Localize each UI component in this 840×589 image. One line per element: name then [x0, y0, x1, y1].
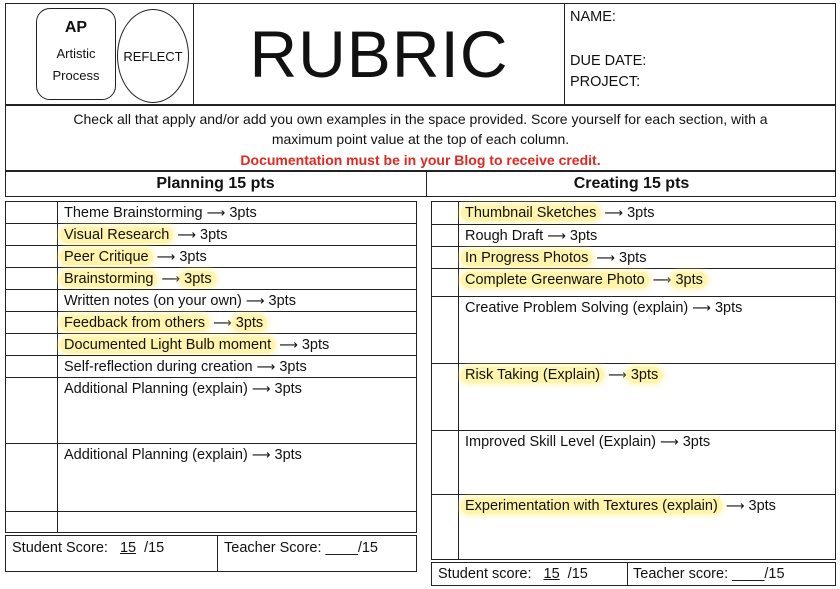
arrow-right-icon: ⟶ [213, 315, 232, 330]
creating-item-label: Rough Draft [465, 228, 544, 244]
creating-row-divider [431, 363, 836, 364]
creating-row-divider [431, 268, 836, 269]
planning-row-divider [5, 223, 417, 224]
planning-item-points: 3pts [229, 205, 257, 221]
creating-item-label: Risk Taking (Explain) [461, 367, 604, 383]
planning-item-points: 3pts [301, 337, 330, 353]
arrow-right-icon: ⟶ [725, 498, 745, 513]
planning-item-row [64, 292, 296, 310]
planning-teacher-score-blank: ____ [325, 540, 358, 556]
planning-checkbox-cell[interactable] [5, 333, 57, 355]
planning-item-row [64, 270, 216, 288]
arrow-right-icon: ⟶ [596, 250, 615, 265]
planning-row-divider [5, 377, 417, 378]
project-label: PROJECT: [570, 74, 641, 90]
arrow-right-icon: ⟶ [245, 293, 265, 308]
arrow-right-icon: ⟶ [206, 205, 226, 220]
creating-check-column-divider [458, 201, 459, 560]
arrow-right-icon: ⟶ [256, 359, 276, 374]
planning-row-divider [5, 443, 417, 444]
arrow-right-icon: ⟶ [251, 447, 271, 462]
planning-item-label: Additional Planning (explain) [64, 381, 248, 397]
arrow-right-icon: ⟶ [161, 271, 181, 286]
planning-row-divider [5, 289, 417, 290]
planning-item-label: Feedback from others [60, 315, 209, 331]
planning-item-label: Brainstorming [60, 271, 157, 287]
creating-checkbox-cell[interactable] [431, 430, 458, 494]
creating-score-divider [627, 562, 628, 586]
planning-student-score-value: 15 [119, 540, 137, 556]
planning-checkbox-cell[interactable] [5, 223, 57, 245]
planning-checkbox-cell[interactable] [5, 201, 57, 223]
reflect-label: REFLECT [123, 49, 183, 64]
planning-checkbox-cell[interactable] [5, 311, 57, 333]
creating-checkbox-cell[interactable] [431, 494, 458, 560]
planning-score-divider [217, 535, 218, 572]
creating-student-score-max: /15 [567, 566, 588, 582]
creating-item-label: Creative Problem Solving (explain) [465, 300, 689, 316]
planning-item-row [64, 358, 307, 376]
creating-item-row [465, 227, 597, 245]
planning-item-row [64, 204, 257, 222]
planning-teacher-score [224, 539, 378, 557]
planning-item-points: 3pts [232, 315, 267, 331]
planning-item-label: Additional Planning (explain) [64, 447, 248, 463]
creating-item-row [465, 433, 710, 451]
planning-heading: Planning 15 pts [156, 175, 275, 192]
arrow-right-icon: ⟶ [608, 367, 627, 382]
instructions-warning: Documentation must be in your Blog to receive credit. [240, 152, 601, 168]
planning-item-row [64, 248, 207, 266]
creating-teacher-score [633, 565, 785, 583]
due-date-label: DUE DATE: [570, 53, 647, 69]
creating-checkbox-cell[interactable] [431, 363, 458, 430]
ap-sub2: Process [52, 68, 100, 83]
planning-item-label: Written notes (on your own) [64, 293, 242, 309]
planning-item-row [64, 314, 267, 332]
planning-teacher-score-label: Teacher Score: [224, 540, 322, 556]
arrow-right-icon: ⟶ [279, 337, 298, 352]
planning-student-score [12, 539, 164, 557]
planning-item-points: 3pts [180, 271, 215, 287]
planning-row-divider [5, 245, 417, 246]
planning-item-label: Documented Light Bulb moment [60, 337, 275, 353]
ap-sub1: Artistic [56, 46, 96, 61]
creating-item-label: Complete Greenware Photo [461, 272, 649, 288]
planning-item-points: 3pts [274, 447, 302, 463]
creating-teacher-score-max: /15 [764, 566, 785, 582]
name-label: NAME: [570, 9, 616, 25]
creating-item-row [465, 366, 662, 384]
creating-checkbox-cell[interactable] [431, 296, 458, 363]
header-divider-right [564, 3, 565, 105]
planning-checkbox-cell[interactable] [5, 511, 57, 533]
planning-item-label: Visual Research [60, 227, 173, 243]
instructions-line1: Check all that apply and/or add you own examples in the space provided. Score yourself for each section, with a [73, 111, 768, 127]
planning-row-divider [5, 511, 417, 512]
creating-student-score [438, 565, 588, 583]
creating-item-row [465, 299, 742, 317]
creating-item-row [465, 204, 655, 222]
creating-item-points: 3pts [748, 498, 776, 514]
creating-row-divider [431, 224, 836, 225]
planning-item-label: Peer Critique [60, 249, 153, 265]
creating-item-points: 3pts [627, 205, 655, 221]
planning-item-label: Theme Brainstorming [64, 205, 203, 221]
creating-checkbox-cell[interactable] [431, 224, 458, 246]
ap-label: AP [64, 19, 88, 36]
planning-teacher-score-max: /15 [357, 540, 378, 556]
creating-row-divider [431, 296, 836, 297]
planning-row-divider [5, 355, 417, 356]
planning-row-divider [5, 333, 417, 334]
planning-checkbox-cell[interactable] [5, 245, 57, 267]
planning-student-score-label: Student Score: [12, 540, 108, 556]
creating-item-points: 3pts [569, 228, 598, 244]
page-title: RUBRIC [249, 17, 509, 91]
creating-checkbox-cell[interactable] [431, 246, 458, 268]
planning-row-divider [5, 311, 417, 312]
arrow-right-icon: ⟶ [547, 228, 566, 243]
arrow-right-icon: ⟶ [156, 249, 176, 264]
creating-student-score-label: Student score: [438, 566, 532, 582]
creating-item-points: 3pts [671, 272, 706, 288]
creating-item-label: Improved Skill Level (Explain) [465, 434, 656, 450]
planning-student-score-max: /15 [144, 540, 165, 556]
planning-checkbox-cell[interactable] [5, 355, 57, 377]
creating-item-label: In Progress Photos [461, 250, 592, 266]
arrow-right-icon: ⟶ [652, 272, 672, 287]
creating-teacher-score-blank: ____ [732, 566, 765, 582]
planning-item-points: 3pts [200, 227, 228, 243]
planning-row-divider [5, 267, 417, 268]
planning-item-row [64, 380, 302, 398]
creating-item-label: Thumbnail Sketches [461, 205, 600, 221]
planning-checkbox-cell[interactable] [5, 377, 57, 443]
creating-row-divider [431, 494, 836, 495]
creating-teacher-score-label: Teacher score: [633, 566, 729, 582]
arrow-right-icon: ⟶ [660, 434, 679, 449]
arrow-right-icon: ⟶ [692, 300, 711, 315]
creating-heading: Creating 15 pts [573, 175, 690, 192]
planning-item-points: 3pts [274, 381, 302, 397]
planning-item-label: Self-reflection during creation [64, 359, 253, 375]
creating-item-points: 3pts [619, 250, 647, 266]
planning-item-row [64, 226, 227, 244]
arrow-right-icon: ⟶ [251, 381, 271, 396]
planning-checkbox-cell[interactable] [5, 443, 57, 511]
planning-checkbox-cell[interactable] [5, 267, 57, 289]
creating-item-points: 3pts [627, 367, 662, 383]
planning-checkbox-cell[interactable] [5, 289, 57, 311]
creating-row-divider [431, 430, 836, 431]
planning-item-points: 3pts [279, 359, 307, 375]
planning-item-points: 3pts [179, 249, 207, 265]
planning-item-row [64, 336, 329, 354]
creating-item-row [465, 271, 707, 289]
creating-student-score-value: 15 [543, 566, 560, 582]
creating-row-divider [431, 246, 836, 247]
arrow-right-icon: ⟶ [177, 227, 196, 242]
creating-checkbox-cell[interactable] [431, 268, 458, 296]
creating-item-points: 3pts [682, 434, 711, 450]
planning-check-column-divider [57, 201, 58, 533]
creating-checkbox-cell[interactable] [431, 201, 458, 224]
arrow-right-icon: ⟶ [604, 205, 624, 220]
planning-item-row [64, 446, 302, 464]
planning-item-points: 3pts [268, 293, 296, 309]
creating-item-label: Experimentation with Textures (explain) [461, 498, 722, 514]
creating-item-row [465, 249, 646, 267]
creating-item-points: 3pts [714, 300, 743, 316]
instructions-line2: maximum point value at the top of each column. [271, 131, 570, 147]
creating-item-row [465, 497, 776, 515]
